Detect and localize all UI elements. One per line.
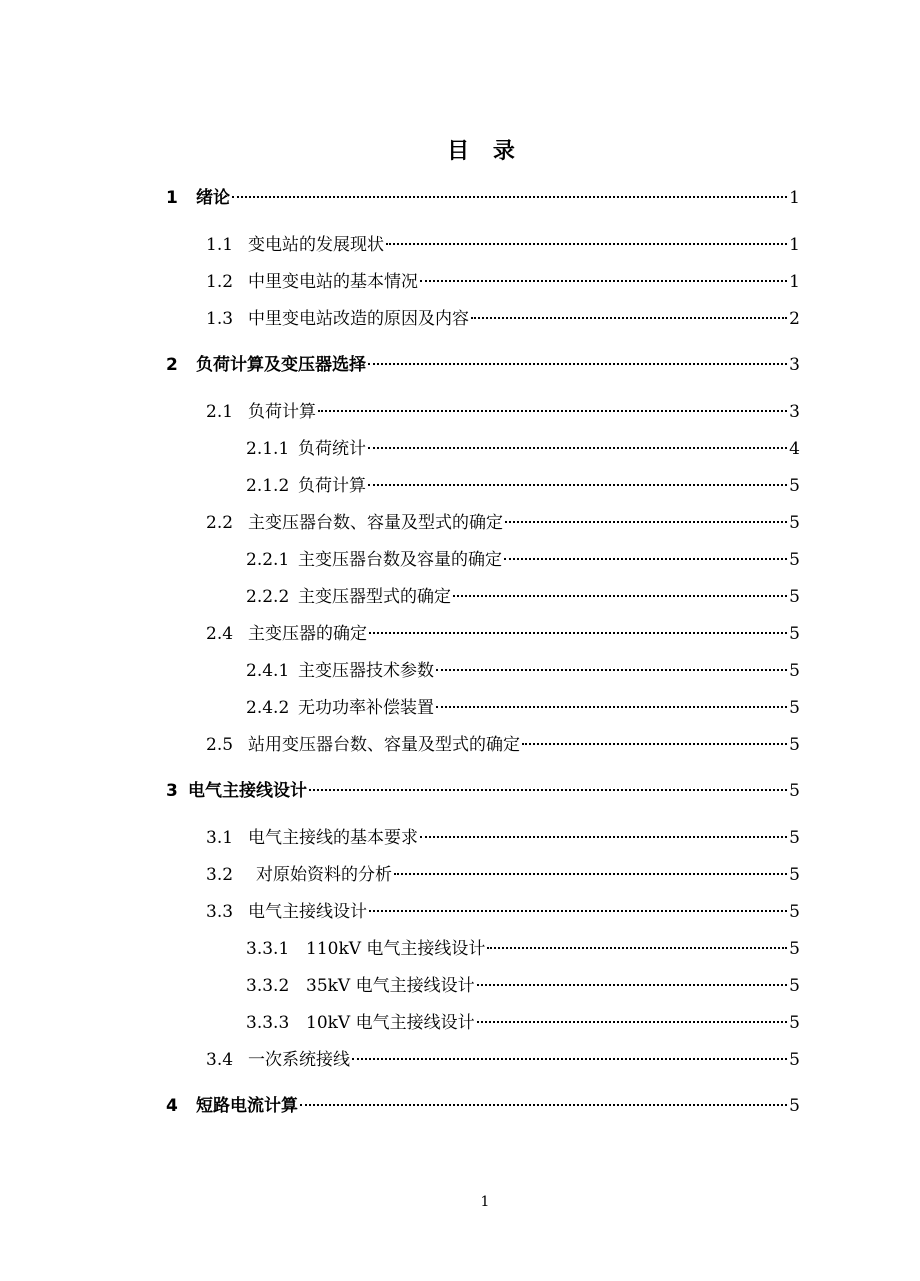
toc-title: 110kV 电气主接线设计	[306, 939, 486, 959]
toc-entry-2-5[interactable]	[206, 733, 800, 757]
toc-title: 主变压器技术参数	[298, 661, 434, 681]
dot-leader	[420, 836, 787, 838]
toc-title: 负荷统计	[298, 439, 366, 459]
toc-number: 1	[166, 188, 178, 208]
toc-entry-2-2[interactable]	[206, 511, 800, 535]
toc-title: 主变压器的确定	[248, 624, 367, 644]
dot-leader	[394, 873, 787, 875]
toc-entry-2-1[interactable]	[206, 400, 800, 424]
dot-leader	[369, 632, 787, 634]
toc-title: 电气主接线设计	[188, 781, 307, 801]
toc-page: 5	[789, 781, 800, 801]
toc-entry-3-4[interactable]	[206, 1048, 800, 1072]
toc-entry-3-3-3[interactable]	[246, 1011, 800, 1035]
toc-entry-2-4-1[interactable]	[246, 659, 800, 683]
toc-number: 1.3	[206, 309, 234, 329]
toc-title: 短路电流计算	[196, 1096, 298, 1116]
dot-leader	[232, 196, 787, 198]
toc-page: 5	[789, 550, 800, 570]
dot-leader	[477, 1021, 788, 1023]
dot-leader	[453, 595, 787, 597]
toc-number: 3.3.3	[246, 1013, 290, 1033]
toc-number: 3.3.1	[246, 939, 290, 959]
toc-number: 2.4.1	[246, 661, 290, 681]
toc-number: 2	[166, 355, 178, 375]
toc-title: 负荷计算	[248, 402, 316, 422]
toc-number: 2.4.2	[246, 698, 290, 718]
toc-number: 2.1	[206, 402, 234, 422]
toc-title: 主变压器型式的确定	[298, 587, 451, 607]
toc-title: 主变压器台数及容量的确定	[298, 550, 502, 570]
toc-page: 3	[789, 402, 800, 422]
toc-page: 2	[789, 309, 800, 329]
toc-page: 5	[789, 1050, 800, 1070]
toc-entry-3-1[interactable]	[206, 826, 800, 850]
toc-entry-chapter-2[interactable]	[166, 353, 800, 377]
toc-entry-chapter-4[interactable]	[166, 1094, 800, 1118]
dot-leader	[487, 947, 787, 949]
toc-page: 5	[789, 624, 800, 644]
dot-leader	[368, 484, 787, 486]
toc-title: 变电站的发展现状	[248, 235, 384, 255]
page-title: 目 录	[447, 139, 523, 164]
toc-title: 中里变电站改造的原因及内容	[248, 309, 469, 329]
toc-title: 对原始资料的分析	[256, 865, 392, 885]
toc-page: 4	[789, 439, 800, 459]
toc-page: 5	[789, 1013, 800, 1033]
toc-entry-3-3-2[interactable]	[246, 974, 800, 998]
dot-leader	[522, 743, 787, 745]
toc-number: 2.1.2	[246, 476, 290, 496]
toc-title: 电气主接线设计	[248, 902, 367, 922]
toc-number: 3.2	[206, 865, 234, 885]
toc-number: 2.2.2	[246, 587, 290, 607]
toc-number: 3.4	[206, 1050, 234, 1070]
toc-title: 电气主接线的基本要求	[248, 828, 418, 848]
toc-number: 2.2.1	[246, 550, 290, 570]
toc-number: 2.1.1	[246, 439, 290, 459]
toc-page: 5	[789, 865, 800, 885]
toc-page: 5	[789, 1096, 800, 1116]
toc-page: 5	[789, 476, 800, 496]
dot-leader	[368, 363, 787, 365]
toc-entry-2-1-2[interactable]	[246, 474, 800, 498]
toc-entry-2-4[interactable]	[206, 622, 800, 646]
toc-entry-2-1-1[interactable]	[246, 437, 800, 461]
dot-leader	[369, 910, 787, 912]
dot-leader	[420, 280, 787, 282]
toc-page: 5	[789, 939, 800, 959]
toc-entry-3-2[interactable]	[206, 863, 800, 887]
toc-number: 2.5	[206, 735, 234, 755]
dot-leader	[477, 984, 788, 986]
toc-title: 中里变电站的基本情况	[248, 272, 418, 292]
toc-page: 1	[789, 188, 800, 208]
toc-number: 3.3	[206, 902, 234, 922]
toc-number: 3.1	[206, 828, 234, 848]
toc-entry-1-2[interactable]	[206, 270, 800, 294]
toc-title: 无功功率补偿装置	[298, 698, 434, 718]
toc-number: 3.3.2	[246, 976, 290, 996]
toc-entry-chapter-3[interactable]	[166, 779, 800, 803]
toc-entry-2-4-2[interactable]	[246, 696, 800, 720]
toc-page: 5	[789, 902, 800, 922]
page-number: 1	[480, 1194, 490, 1210]
toc-page: 3	[789, 355, 800, 375]
toc-page: 5	[789, 735, 800, 755]
toc-page: 5	[789, 587, 800, 607]
toc-page: 5	[789, 698, 800, 718]
toc-title: 35kV 电气主接线设计	[306, 976, 475, 996]
dot-leader	[436, 669, 787, 671]
toc-page: 5	[789, 828, 800, 848]
toc-number: 3	[166, 781, 178, 801]
toc-title: 一次系统接线	[248, 1050, 350, 1070]
dot-leader	[436, 706, 787, 708]
toc-title: 站用变压器台数、容量及型式的确定	[248, 735, 520, 755]
toc-page: 5	[789, 976, 800, 996]
toc-title: 负荷计算及变压器选择	[196, 355, 366, 375]
dot-leader	[318, 410, 787, 412]
toc-title: 10kV 电气主接线设计	[306, 1013, 475, 1033]
toc-page: 1	[789, 272, 800, 292]
toc-page: 5	[789, 513, 800, 533]
dot-leader	[309, 789, 787, 791]
toc-entry-3-3-1[interactable]	[246, 937, 800, 961]
dot-leader	[504, 558, 787, 560]
dot-leader	[386, 243, 787, 245]
dot-leader	[505, 521, 787, 523]
toc-number: 2.2	[206, 513, 234, 533]
dot-leader	[300, 1104, 787, 1106]
toc-number: 1.2	[206, 272, 234, 292]
toc-title: 绪论	[196, 188, 230, 208]
toc-entry-1-1[interactable]	[206, 233, 800, 257]
toc-entry-3-3[interactable]	[206, 900, 800, 924]
toc-title: 主变压器台数、容量及型式的确定	[248, 513, 503, 533]
toc-page: 5	[789, 661, 800, 681]
toc-number: 4	[166, 1096, 178, 1116]
dot-leader	[352, 1058, 787, 1060]
dot-leader	[471, 317, 787, 319]
toc-entry-1-3[interactable]	[206, 307, 800, 331]
dot-leader	[368, 447, 787, 449]
toc-page: 1	[789, 235, 800, 255]
toc-title: 负荷计算	[298, 476, 366, 496]
toc-number: 2.4	[206, 624, 234, 644]
toc-entry-2-2-2[interactable]	[246, 585, 800, 609]
toc-entry-chapter-1[interactable]	[166, 186, 800, 210]
toc-number: 1.1	[206, 235, 234, 255]
toc-entry-2-2-1[interactable]	[246, 548, 800, 572]
